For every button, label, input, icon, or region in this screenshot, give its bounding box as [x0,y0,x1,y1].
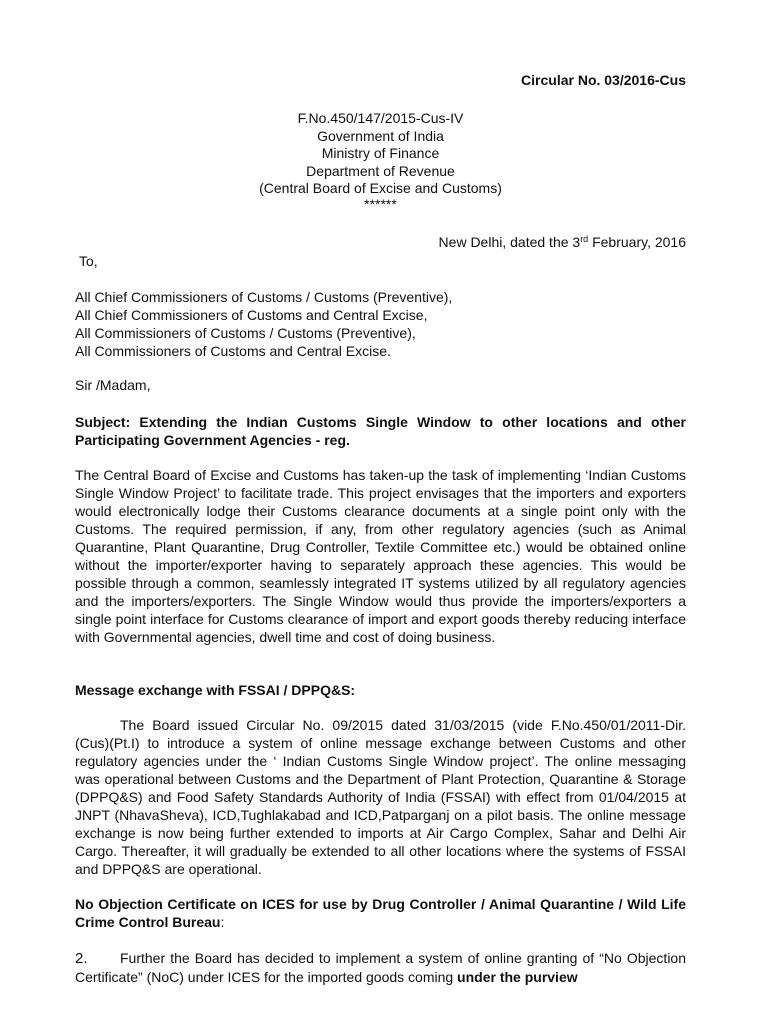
addressee-list [75,288,452,360]
addressee-item: All Chief Commissioners of Customs and Central Excise, [75,307,428,323]
date-ordinal: rd [580,234,589,244]
salutation: Sir /Madam, [75,377,151,393]
paragraph-noc-tail: under the purview [457,969,578,985]
letterhead [75,110,686,210]
board-line: (Central Board of Excise and Customs) [259,180,502,197]
circular-document [75,0,686,1024]
department-line: Department of Revenue [306,162,455,179]
subject-line: Subject: Extending the Indian Customs Single Window to other locations and other Participating Government Agencies - reg. [75,414,686,448]
paragraph-message-exchange: The Board issued Circular No. 09/2015 dated 31/03/2015 (vide F.No.450/01/2011-Dir. (Cus)(Pt.I) to introduce a system of online message exchange between Customs and other regulatory agencies under the ‘ Indian Customs Single Window project’. The online messaging was operational between Customs and the Department of Plant Protection, Quarantine & Storage (DPPQ&S) and Food Safety Standards Authority of India (FSSAI) with effect from 01/04/2015 at JNPT (NhavaSheva), ICD,Tughlakabad and ICD,Patparganj on a pilot basis. The online message exchange is now being further extended to imports at Air Cargo Complex, Sahar and Delhi Air Cargo. Thereafter, it will gradually be extended to all other locations where the systems of FSSAI and DPPQ&S are operational. [75,717,686,877]
heading-noc-text: No Objection Certificate on ICES for use by Drug Controller / Animal Quarantine / Wild Life Crime Control Bureau [75,896,686,930]
circular-number: Circular No. 03/2016-Cus [521,72,686,88]
paragraph-intro: The Central Board of Excise and Customs has taken-up the task of implementing ‘Indian Customs Single Window Project’ to facilitate trade. This project envisages that the importers and exporters would electronically lodge their Customs clearance documents at a single point only with the Customs. The required permission, if any, from other regulatory agencies (such as Animal Quarantine, Plant Quarantine, Drug Controller, Textile Committee etc.) would be obtained online without the importer/exporter having to separately approach these agencies. This would be possible through a common, seamlessly integrated IT systems utilized by all regulatory agencies and the importers/exporters. The Single Window would thus provide the importers/exporters a single point interface for Customs clearance of import and export goods thereby reducing interface with Governmental agencies, dwell time and cost of doing business. [75,467,686,645]
heading-noc [75,895,686,931]
to-line: To, [79,253,98,269]
addressee-item: All Commissioners of Customs / Customs (Preventive), [75,325,416,341]
addressee-item: All Commissioners of Customs and Central Excise. [75,343,391,359]
heading-noc-colon: : [220,914,225,930]
ministry-line: Ministry of Finance [321,145,440,162]
separator-stars: ****** [364,195,397,212]
file-number: F.No.450/147/2015-Cus-IV [297,110,464,126]
paragraph-number: 2. [75,950,88,967]
government-line: Government of India [317,127,444,144]
date-prefix: New Delhi, dated the 3 [438,234,581,250]
heading-message-exchange: Message exchange with FSSAI / DPPQ&S: [75,682,356,698]
date-rest: February, 2016 [588,234,686,250]
date-line [439,234,686,250]
paragraph-noc [75,949,686,986]
addressee-item: All Chief Commissioners of Customs / Customs (Preventive), [75,289,453,305]
paragraph-noc-text: Further the Board has decided to implement a system of online granting of “No Objection Certificate” (NoC) under ICES for the imported goods coming [75,950,686,985]
